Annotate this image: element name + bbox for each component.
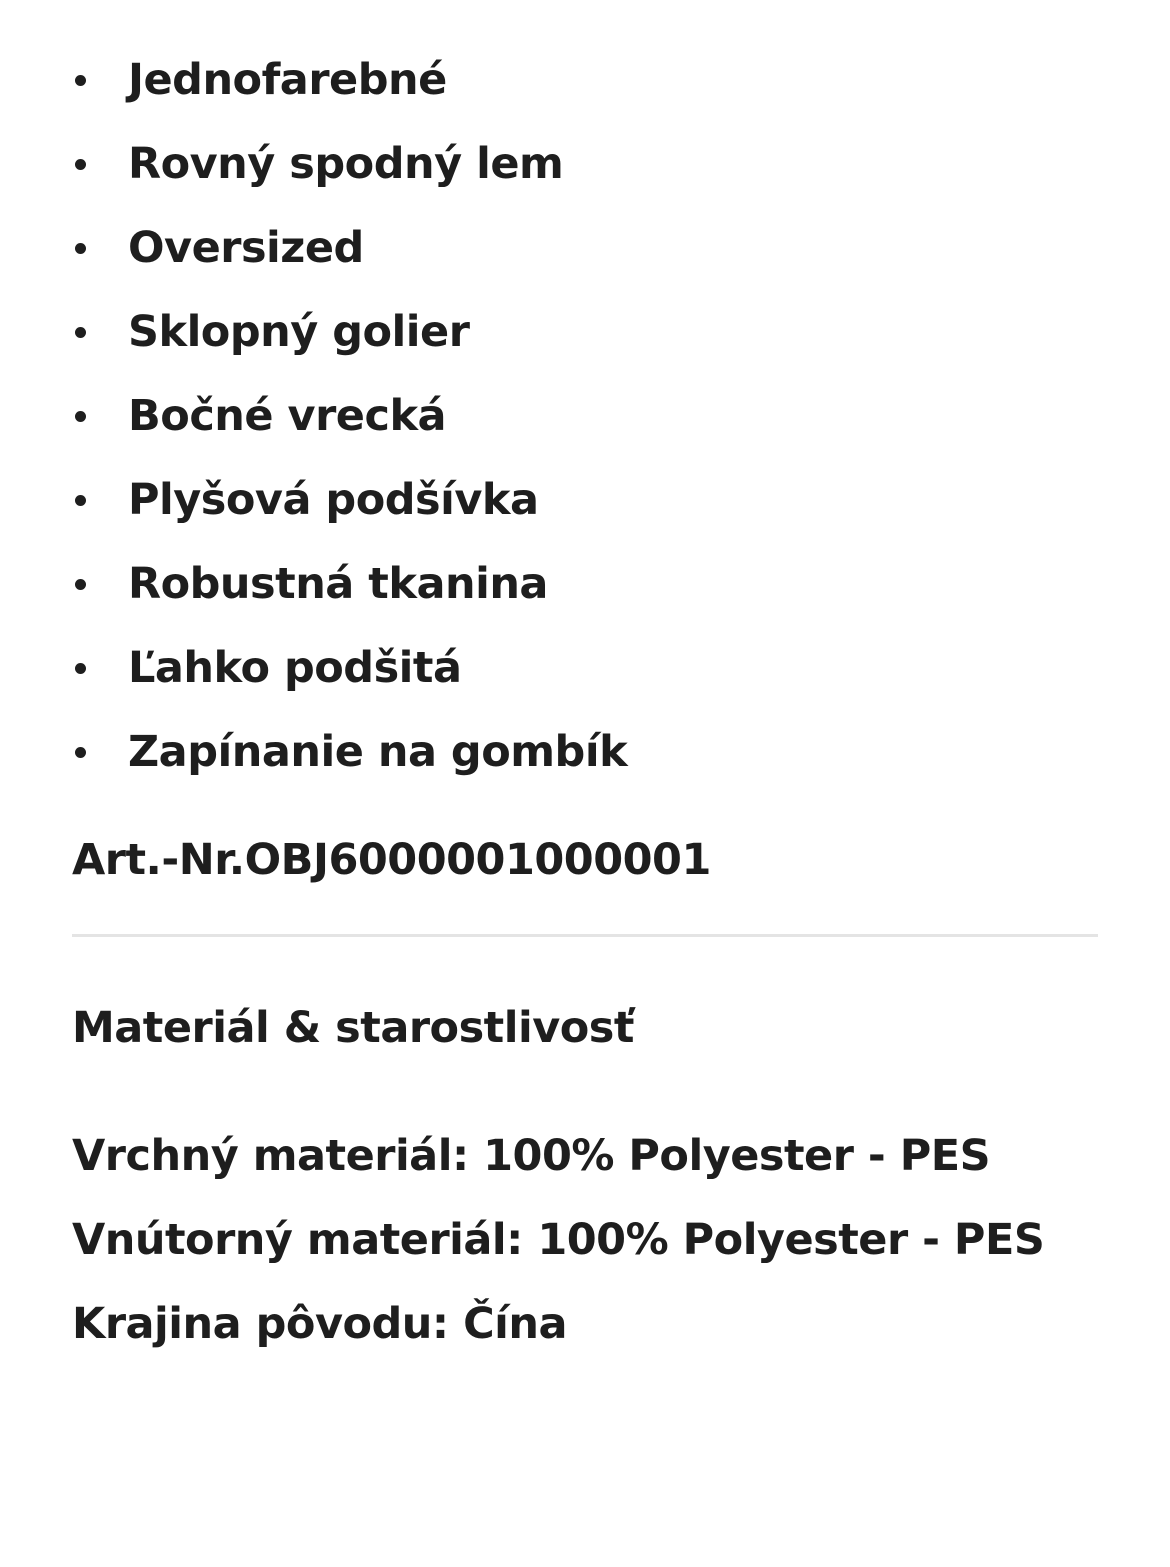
feature-item xyxy=(72,290,1112,374)
country-of-origin-row: Krajina pôvodu: Čína xyxy=(72,1299,567,1349)
feature-item xyxy=(72,206,1112,290)
material-care-heading[interactable]: Materiál & starostlivosť xyxy=(72,1003,634,1053)
bullet-icon xyxy=(75,495,86,506)
feature-item xyxy=(72,122,1112,206)
feature-label: Oversized xyxy=(128,223,364,273)
section-divider xyxy=(72,934,1098,937)
feature-item xyxy=(72,710,1112,794)
feature-item xyxy=(72,458,1112,542)
bullet-icon xyxy=(75,75,86,86)
feature-item xyxy=(72,542,1112,626)
article-number: Art.-Nr.OBJ6000001000001 xyxy=(72,835,711,885)
feature-list xyxy=(72,38,1112,794)
bullet-icon xyxy=(75,243,86,254)
feature-label: Robustná tkanina xyxy=(128,559,548,609)
material-details xyxy=(72,1114,1132,1366)
bullet-icon xyxy=(75,747,86,758)
bullet-icon xyxy=(75,327,86,338)
bullet-icon xyxy=(75,579,86,590)
feature-item xyxy=(72,374,1112,458)
bullet-icon xyxy=(75,411,86,422)
feature-label: Rovný spodný lem xyxy=(128,139,564,189)
outer-material-row: Vrchný materiál: 100% Polyester - PES xyxy=(72,1131,991,1181)
feature-label: Jednofarebné xyxy=(128,55,447,105)
feature-label: Plyšová podšívka xyxy=(128,475,539,525)
bullet-icon xyxy=(75,663,86,674)
feature-label: Sklopný golier xyxy=(128,307,470,357)
bullet-icon xyxy=(75,159,86,170)
feature-item xyxy=(72,38,1112,122)
feature-label: Ľahko podšitá xyxy=(128,643,462,693)
feature-label: Zapínanie na gombík xyxy=(128,727,628,777)
feature-item xyxy=(72,626,1112,710)
feature-label: Bočné vrecká xyxy=(128,391,447,441)
inner-material-row: Vnútorný materiál: 100% Polyester - PES xyxy=(72,1215,1045,1265)
